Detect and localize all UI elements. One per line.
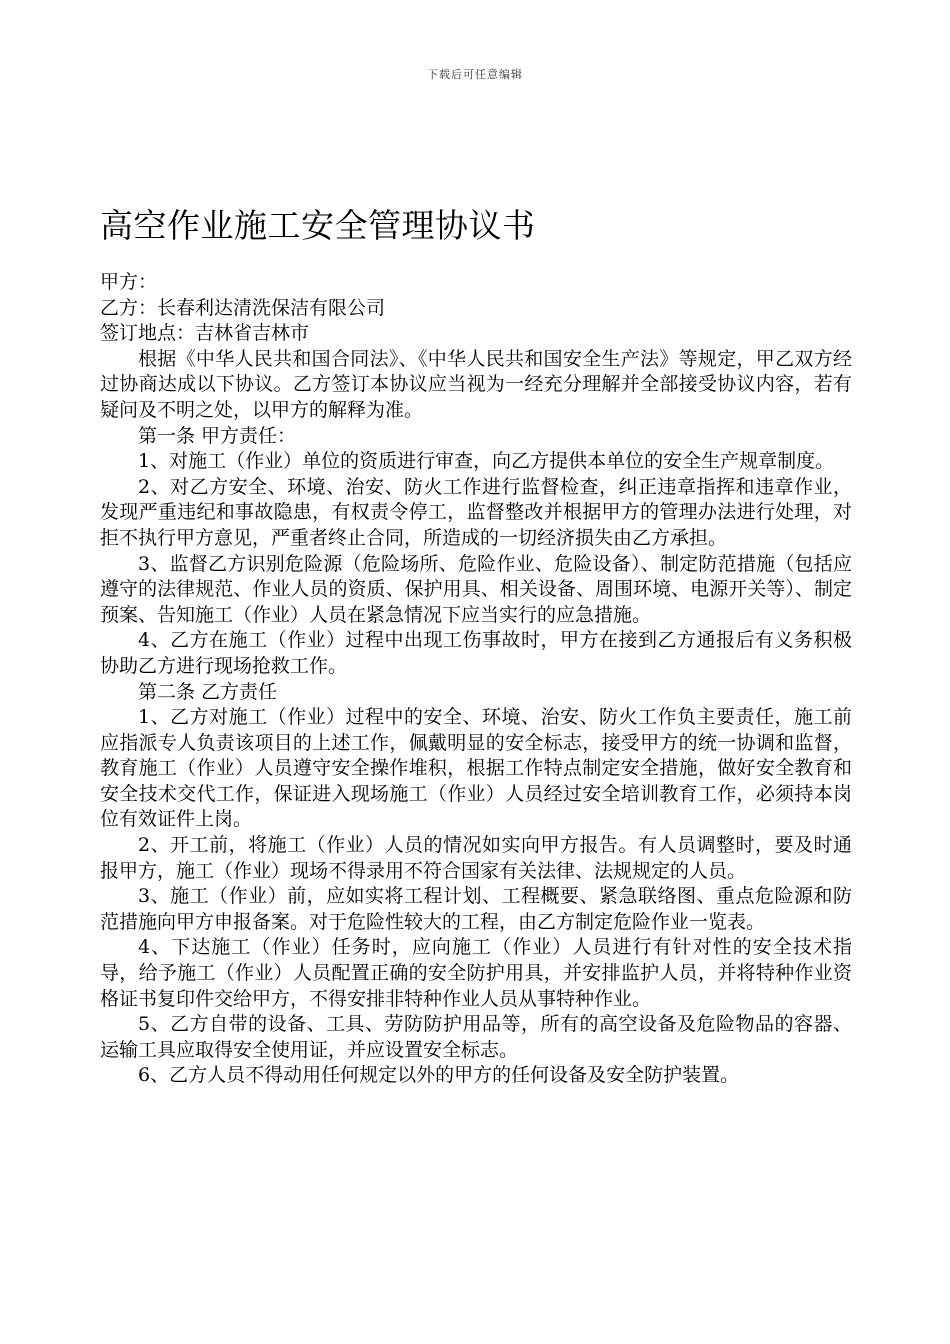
header-note: 下载后可任意编辑 [427,68,523,81]
article-2-item: 2、开工前，将施工（作业）人员的情况如实向甲方报告。有人员调整时，要及时通报甲方，施工（作业）现场不得录用不符合国家有关法律、法规规定的人员。 [100,834,852,882]
article-1-item: 2、对乙方安全、环境、治安、防火工作进行监督检查，纠正违章指挥和违章作业，发现严重违纪和事故隐患，有权责令停工，监督整改并根据甲方的管理办法进行处理，对拒不执行甲方意见，严重者终止合同，所造成的一切经济损失由乙方承担。 [100,475,852,549]
article-2-item: 4、下达施工（作业）任务时，应向施工（作业）人员进行有针对性的安全技术指导，给予施工（作业）人员配置正确的安全防护用具，并安排监护人员，并将特种作业资格证书复印件交给甲方，不得安排非特种作业人员从事特种作业。 [100,936,852,1010]
article-1-heading: 第一条 甲方责任： [138,424,297,447]
article-2-heading: 第二条 乙方责任 [138,680,278,703]
article-1-item: 3、监督乙方识别危险源（危险场所、危险作业、危险设备）、制定防范措施（包括应遵守的法律规范、作业人员的资质、保护用具、相关设备、周围环境、电源开关等）、制定预案、告知施工（作业）人员在紧急情况下应当实行的应急措施。 [100,552,852,626]
document-body [100,270,852,1089]
article-1-item: 4、乙方在施工（作业）过程中出现工伤事故时，甲方在接到乙方通报后有义务积极协助乙方进行现场抢救工作。 [100,629,852,677]
article-2-item: 6、乙方人员不得动用任何规定以外的甲方的任何设备及安全防护装置。 [138,1064,740,1087]
party-b-line: 乙方：长春利达清洗保洁有限公司 [100,296,386,319]
signing-location-line: 签订地点：吉林省吉林市 [100,322,310,345]
preamble-paragraph: 根据《中华人民共和国合同法》、《中华人民共和国安全生产法》等规定，甲乙双方经过协商达成以下协议。乙方签订本协议应当视为一经充分理解并全部接受协议内容，若有疑问及不明之处，以甲方的解释为准。 [100,347,852,421]
article-2-item: 5、乙方自带的设备、工具、劳防防护用品等，所有的高空设备及危险物品的容器、运输工具应取得安全使用证，并应设置安全标志。 [100,1013,852,1061]
document-title: 高空作业施工安全管理协议书 [100,206,536,245]
article-1-item: 1、对施工（作业）单位的资质进行审查，向乙方提供本单位的安全生产规章制度。 [138,450,835,473]
party-a-line: 甲方： [100,271,158,293]
article-2-item: 1、乙方对施工（作业）过程中的安全、环境、治安、防火工作负主要责任，施工前应指派专人负责该项目的上述工作，佩戴明显的安全标志，接受甲方的统一协调和监督，教育施工（作业）人员遵守安全操作堆积，根据工作特点制定安全措施，做好安全教育和安全技术交代工作，保证进入现场施工（作业）人员经过安全培训教育工作，必须持本岗位有效证件上岗。 [100,706,852,831]
article-2-item: 3、施工（作业）前，应如实将工程计划、工程概要、紧急联络图、重点危险源和防范措施向甲方申报备案。对于危险性较大的工程，由乙方制定危险作业一览表。 [100,885,852,933]
